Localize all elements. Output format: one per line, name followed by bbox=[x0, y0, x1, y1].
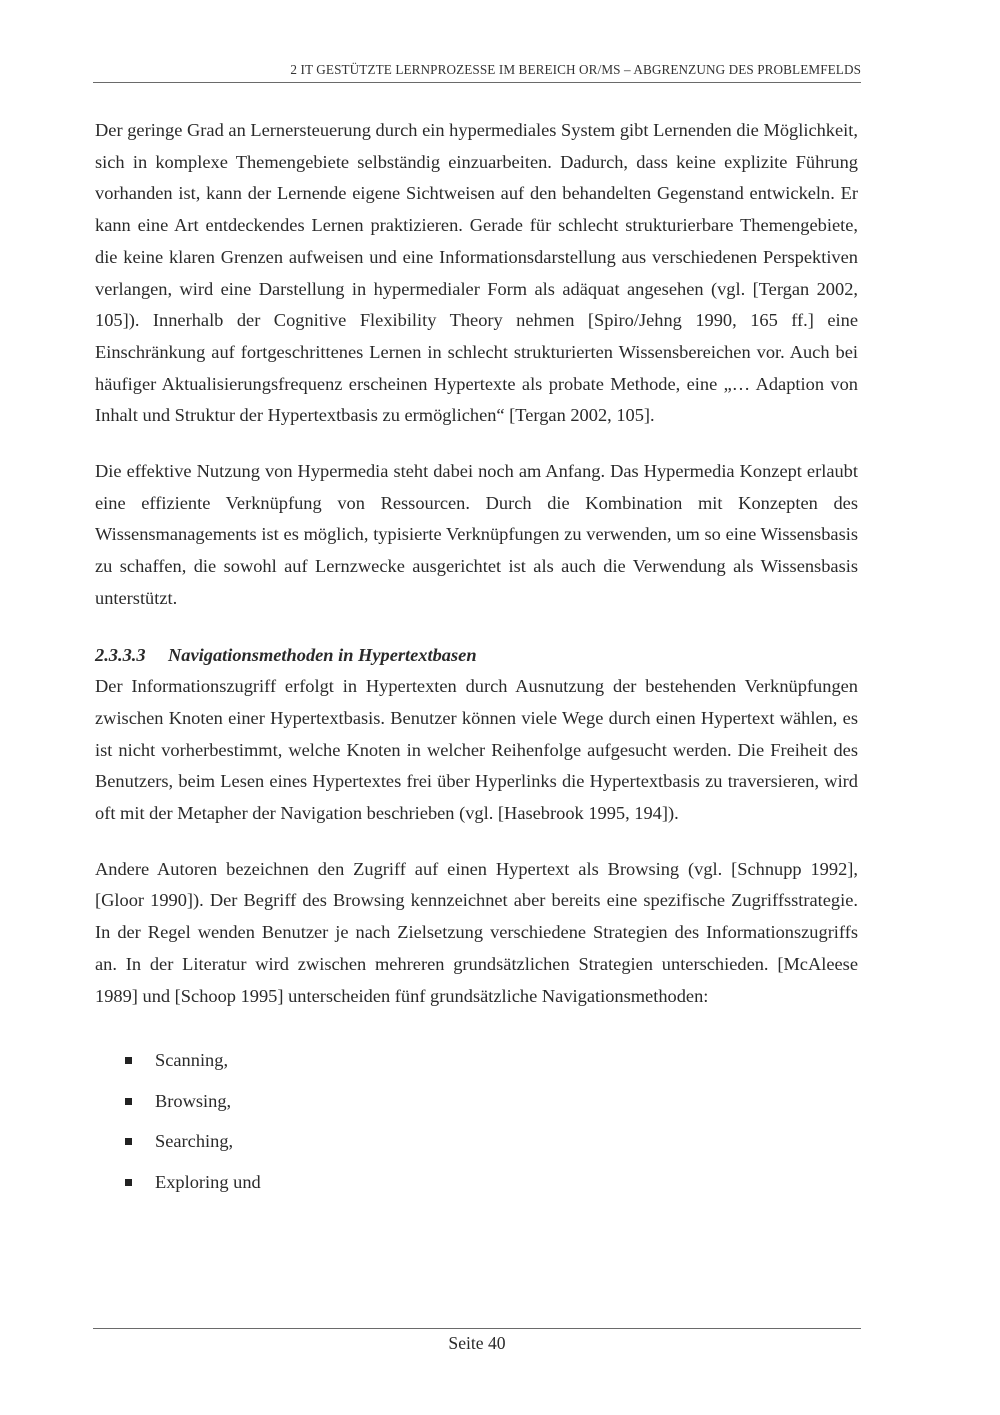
list-item bbox=[95, 1045, 858, 1086]
paragraph-hypermedia-usage: Die effektive Nutzung von Hypermedia steht dabei noch am Anfang. Das Hypermedia Konzept erlaubt eine effiziente Verknüpfung von Ressourcen. Durch die Kombination mit Konzepten des Wissensmanagements ist es möglich, typisierte Verknüpfungen zu verwenden, um so eine Wissensbasis zu schaffen, die sowohl auf Lernzwecke ausgerichtet ist als auch die Verwendung als Wissensbasis unterstützt. bbox=[95, 461, 858, 608]
footer-rule bbox=[93, 1328, 861, 1329]
paragraph-browsing-strategies: Andere Autoren bezeichnen den Zugriff auf einen Hypertext als Browsing (vgl. [Schnupp 1992], [Gloor 1990]). Der Begriff des Browsing kennzeichnet aber bereits eine spezifische Zugriffsstrategie. In der Regel wenden Benutzer je nach Zielsetzung verschiedene Strategien des Informationszugriffs an. In der Literatur wird zwischen mehreren grundsätzlichen Strategien unterschieden. [McAleese 1989] und [Schoop 1995] unterscheiden fünf grundsätzliche Navigationsmethoden: bbox=[95, 858, 858, 1006]
section-heading bbox=[95, 640, 858, 672]
square-bullet-icon bbox=[125, 1098, 132, 1105]
navigation-methods-list bbox=[95, 1045, 858, 1207]
list-item-text: Exploring und bbox=[155, 1171, 261, 1192]
header-rule bbox=[93, 82, 861, 83]
paragraph-information-access: Der Informationszugriff erfolgt in Hypertexten durch Ausnutzung der bestehenden Verknüpfungen zwischen Knoten einer Hypertextbasis. Benutzer können viele Wege durch einen Hypertext wählen, es ist nicht vorherbestimmt, welche Knoten in welcher Reihenfolge aufgesucht werden. Die Freiheit des Benutzers, beim Lesen eines Hypertextes frei über Hyperlinks die Hypertextbasis zu traversieren, wird oft mit der Metapher der Navigation beschrieben (vgl. [Hasebrook 1995, 194]). bbox=[95, 676, 858, 824]
list-item bbox=[95, 1167, 858, 1208]
list-item bbox=[95, 1126, 858, 1167]
section-number: 2.3.3.3 bbox=[95, 644, 146, 665]
square-bullet-icon bbox=[125, 1179, 132, 1186]
body-content bbox=[95, 115, 858, 1207]
running-header: 2 IT GESTÜTZTE LERNPROZESSE IM BEREICH OR/MS – ABGRENZUNG DES PROBLEMFELDS bbox=[290, 62, 861, 77]
paragraph-hypermedia-learner-control: Der geringe Grad an Lernersteuerung durch ein hypermediales System gibt Lernenden die Möglichkeit, sich in komplexe Themengebiete selbständig einzuarbeiten. Dadurch, dass keine explizite Führung vorhanden ist, kann der Lernende eigene Sichtweisen auf den behandelten Gegenstand entwickeln. Er kann eine Art entdeckendes Lernen praktizieren. Gerade für schlecht strukturierbare Themengebiete, die keine klaren Grenzen aufweisen und eine Informationsdarstellung aus verschiedenen Perspektiven verlangen, wird eine Darstellung in hypermedialer Form als adäquat angesehen (vgl. [Tergan 2002, 105]). Innerhalb der Cognitive Flexibility Theory nehmen [Spiro/Jehng 1990, 165 ff.] eine Einschränkung auf fortgeschrittenes Lernen in schlecht strukturierten Wissensbereichen vor. Auch bei häufiger Aktualisierungsfrequenz erscheinen Hypertexte als probate Methode, eine „… Adaption von Inhalt und Struktur der Hypertextbasis zu ermöglichen“ [Tergan 2002, 105]. bbox=[95, 120, 858, 426]
list-item bbox=[95, 1086, 858, 1127]
section-title: Navigationsmethoden in Hypertextbasen bbox=[168, 644, 477, 665]
square-bullet-icon bbox=[125, 1057, 132, 1064]
list-item-text: Browsing, bbox=[155, 1090, 232, 1111]
page-number: Seite 40 bbox=[448, 1333, 506, 1353]
list-item-text: Scanning, bbox=[155, 1050, 229, 1071]
square-bullet-icon bbox=[125, 1138, 132, 1145]
list-item-text: Searching, bbox=[155, 1131, 234, 1152]
